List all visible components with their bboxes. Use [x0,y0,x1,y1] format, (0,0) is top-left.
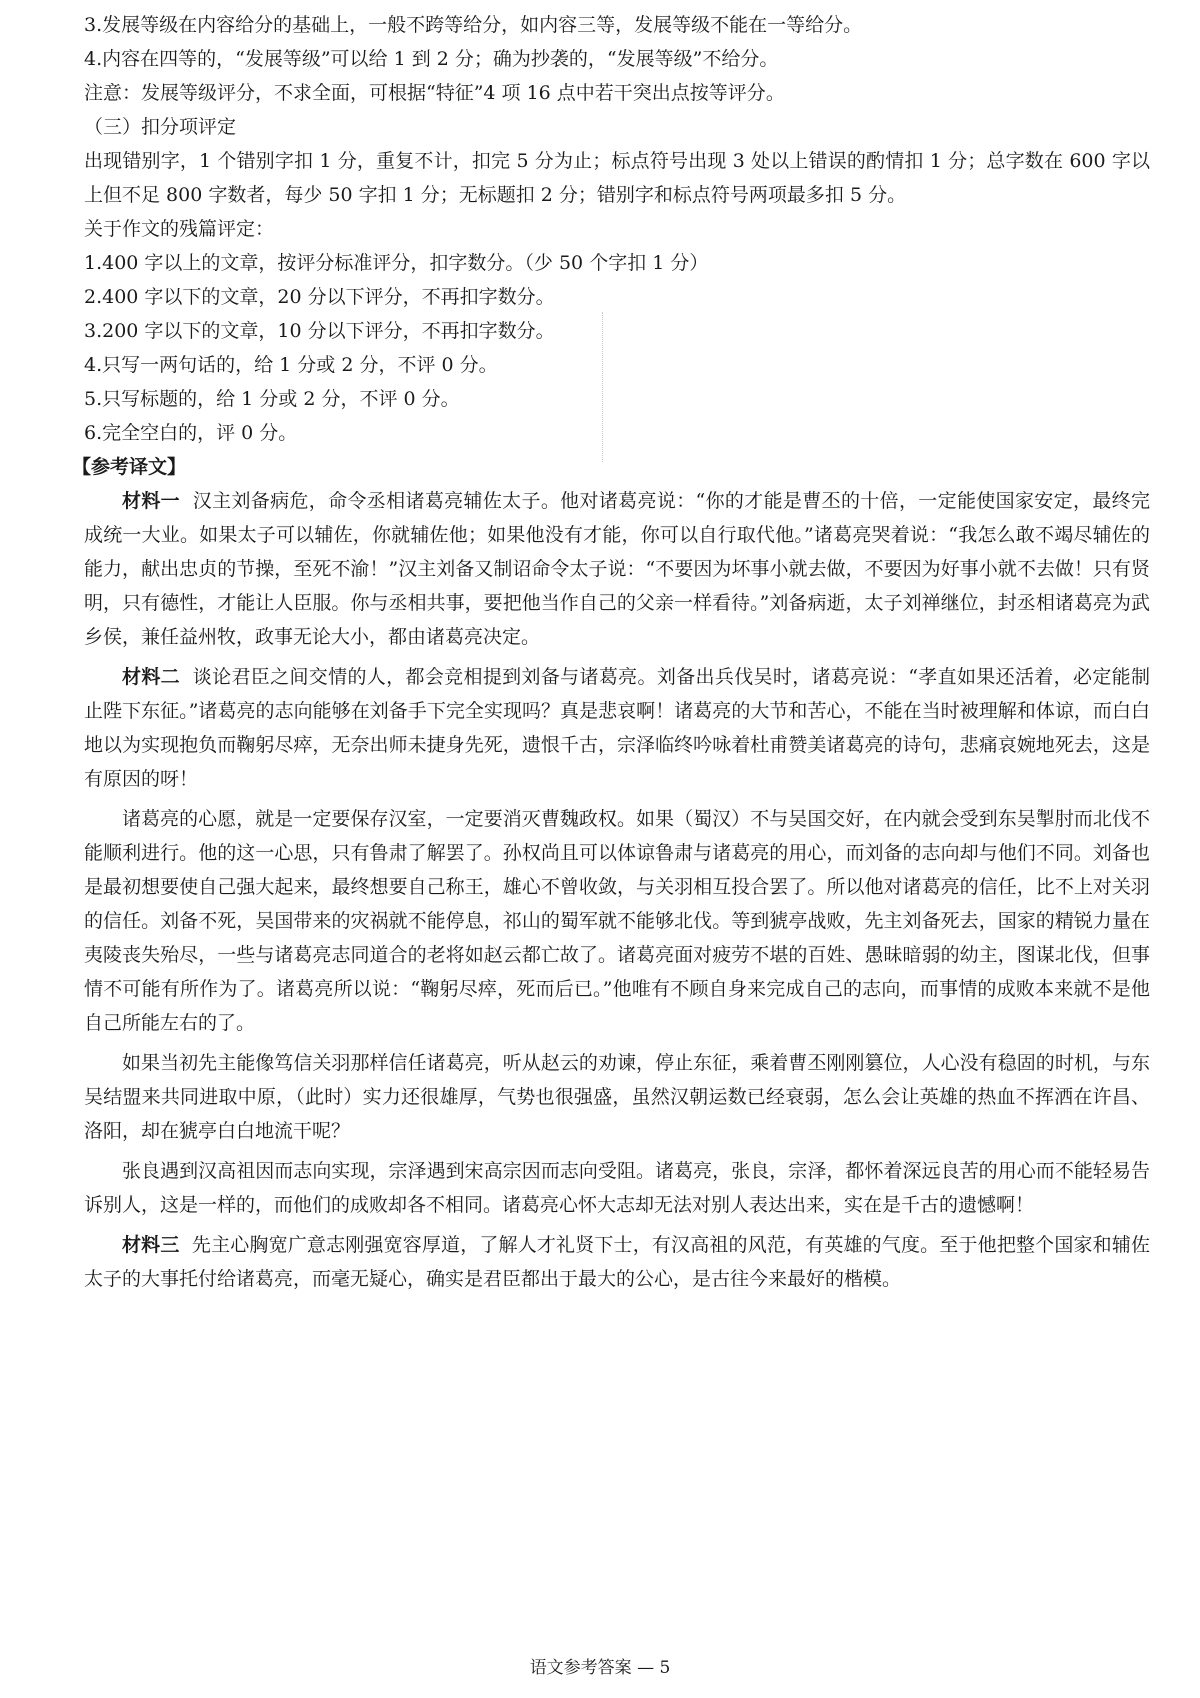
scoring-rule-4: 4.内容在四等的，“发展等级”可以给 1 到 2 分；确为抄袭的，“发展等级”不给分。 [84,48,779,70]
material-1-label: 材料一 [122,490,181,512]
deduction-text: 出现错别字，1 个错别字扣 1 分，重复不计，扣完 5 分为止；标点符号出现 3 处以上错误的酌情扣 1 分；总字数在 600 字以上但不足 800 字数者，每少 50 字扣 1 分；无标题扣 2 分；错别字和标点符号两项最多扣 5 分。 [84,150,1150,206]
incomplete-item: 1.400 字以上的文章，按评分标准评分，扣字数分。（少 50 个字扣 1 分） [84,252,709,274]
incomplete-item: 2.400 字以下的文章，20 分以下评分，不再扣字数分。 [84,286,555,308]
material-2-paragraph-3: 如果当初先主能像笃信关羽那样信任诸葛亮，听从赵云的劝谏，停止东征，乘着曹丕刚刚篡位，人心没有稳固的时机，与东吴结盟来共同进取中原，（此时）实力还很雄厚，气势也很强盛，虽然汉朝运数已经衰弱，怎么会让英雄的热血不挥洒在许昌、洛阳，却在猇亭白白地流干呢？ [84,1052,1150,1142]
incomplete-heading: 关于作文的残篇评定： [84,218,275,240]
scoring-rule-3: 3.发展等级在内容给分的基础上，一般不跨等给分，如内容三等，发展等级不能在一等给分。 [84,14,863,36]
material-3-text: 先主心胸宽广意志刚强宽容厚道，了解人才礼贤下士，有汉高祖的风范，有英雄的气度。至于他把整个国家和辅佐太子的大事托付给诸葛亮，而毫无疑心，确实是君臣都出于最大的公心，是古往今来最好的楷模。 [84,1234,1150,1290]
material-2-paragraph [84,660,1150,796]
material-1-text: 汉主刘备病危，命令丞相诸葛亮辅佐太子。他对诸葛亮说：“你的才能是曹丕的十倍，一定能使国家安定，最终完成统一大业。如果太子可以辅佐，你就辅佐他；如果他没有才能，你可以自行取代他。”诸葛亮哭着说：“我怎么敢不竭尽辅佐的能力，献出忠贞的节操，至死不渝！”汉主刘备又制诏命令太子说：“不要因为坏事小就去做，不要因为好事小就不去做！只有贤明，只有德性，才能让人臣服。你与丞相共事，要把他当作自己的父亲一样看待。”刘备病逝，太子刘禅继位，封丞相诸葛亮为武乡侯，兼任益州牧，政事无论大小，都由诸葛亮决定。 [84,490,1150,648]
incomplete-item: 3.200 字以下的文章，10 分以下评分，不再扣字数分。 [84,320,555,342]
page-footer: 语文参考答案 — 5 [529,1658,671,1678]
scoring-note: 注意：发展等级评分，不求全面，可根据“特征”4 项 16 点中若干突出点按等评分。 [84,82,785,104]
incomplete-item: 5.只写标题的，给 1 分或 2 分，不评 0 分。 [84,388,460,410]
document-page [72,8,1150,1296]
material-2-paragraph-2: 诸葛亮的心愿，就是一定要保存汉室，一定要消灭曹魏政权。如果（蜀汉）不与吴国交好，在内就会受到东吴掣肘而北伐不能顺利进行。他的这一心思，只有鲁肃了解罢了。孙权尚且可以体谅鲁肃与诸葛亮的用心，而刘备的志向却与他们不同。刘备也是最初想要使自己强大起来，最终想要自己称王，雄心不曾收敛，与关羽相互投合罢了。所以他对诸葛亮的信任，比不上对关羽的信任。刘备不死，吴国带来的灾祸就不能停息，祁山的蜀军就不能够北伐。等到猇亭战败，先主刘备死去，国家的精锐力量在夷陵丧失殆尽，一些与诸葛亮志同道合的老将如赵云都亡故了。诸葛亮面对疲劳不堪的百姓、愚昧暗弱的幼主，图谋北伐，但事情不可能有所作为了。诸葛亮所以说：“鞠躬尽瘁，死而后已。”他唯有不顾自身来完成自己的志向，而事情的成败本来就不是他自己所能左右的了。 [84,808,1150,1034]
incomplete-item: 4.只写一两句话的，给 1 分或 2 分，不评 0 分。 [84,354,498,376]
translation-heading: 【参考译文】 [72,456,187,478]
material-2-text: 谈论君臣之间交情的人，都会竞相提到刘备与诸葛亮。刘备出兵伐吴时，诸葛亮说：“孝直如果还活着，必定能制止陛下东征。”诸葛亮的志向能够在刘备手下完全实现吗？真是悲哀啊！诸葛亮的大节和苦心，不能在当时被理解和体谅，而白白地以为实现抱负而鞠躬尽瘁，无奈出师未捷身先死，遗恨千古，宗泽临终吟咏着杜甫赞美诸葛亮的诗句，悲痛哀婉地死去，这是有原因的呀！ [84,666,1150,790]
incomplete-item: 6.完全空白的，评 0 分。 [84,422,298,444]
material-1-paragraph [84,484,1150,654]
material-3-label: 材料三 [122,1234,180,1256]
deduction-heading: （三）扣分项评定 [84,116,237,138]
material-2-label: 材料二 [122,666,181,688]
material-2-paragraph-4: 张良遇到汉高祖因而志向实现，宗泽遇到宋高宗因而志向受阻。诸葛亮，张良，宗泽，都怀着深远良苦的用心而不能轻易告诉别人，这是一样的，而他们的成败却各不相同。诸葛亮心怀大志却无法对别人表达出来，实在是千古的遗憾啊！ [84,1160,1150,1216]
material-3-paragraph [84,1228,1150,1296]
